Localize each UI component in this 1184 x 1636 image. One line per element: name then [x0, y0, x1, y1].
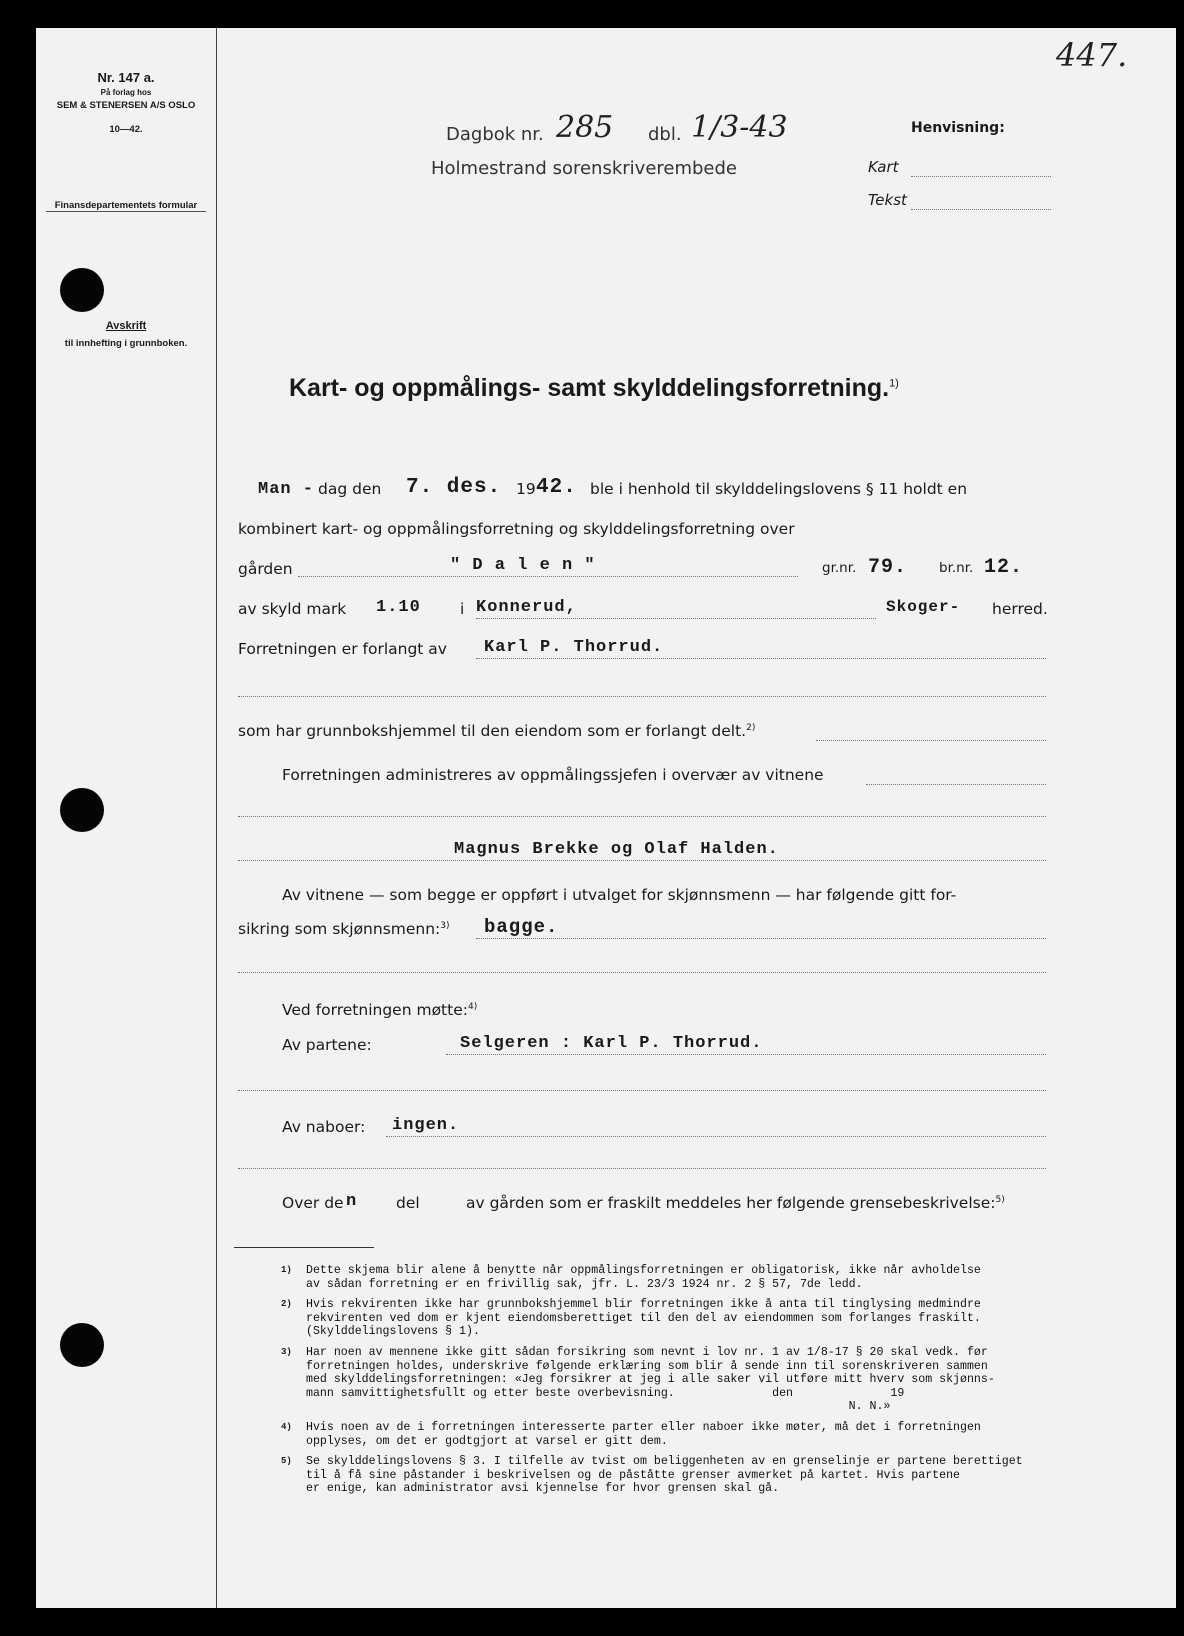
dbl-label: dbl.: [648, 124, 682, 145]
vitner-value: bagge.: [484, 916, 559, 938]
kart-label: Kart: [868, 158, 899, 176]
administrert-dotline: [866, 784, 1046, 785]
blank-line: [238, 1168, 1046, 1169]
skyld-value: 1.10: [376, 598, 421, 617]
line2: kombinert kart- og oppmålingsforretning og skylddelingsforretning over: [238, 520, 795, 538]
footnote-number: 2): [281, 1299, 292, 1309]
year-prefix: 19: [516, 480, 536, 498]
partene-dotline: [446, 1054, 1046, 1055]
garden-label: gården: [238, 560, 293, 578]
publisher-line1: På forlag hos: [100, 88, 152, 97]
footnote-text: Har noen av mennene ikke gitt sådan forsikring som nevnt i lov nr. 1 av 1/8-17 § 20 skal vedk. før forretningen holdes, underskrive følgende erklæring som blir å sende inn til sorenskriveren sammen med skylddelingsforretningen: «Jeg forsikrer at jeg i alle saker vil utføre mitt hverv som skjønns- mann samvittighetsfullt og etter beste overbevisning. den 19 N. N.»: [306, 1346, 995, 1414]
date-value: 7. des.: [406, 476, 502, 499]
document-page: [36, 28, 1176, 1608]
location-line: [476, 618, 876, 619]
tekst-label: Tekst: [868, 191, 907, 209]
footnote-number: 3): [281, 1347, 292, 1357]
page-title: [289, 374, 899, 403]
tekst-line: [911, 209, 1051, 210]
publisher-line2: SEM & STENERSEN A/S OSLO: [56, 100, 196, 111]
title-sup: 1): [889, 377, 899, 390]
brnr-value: 12.: [984, 556, 1024, 579]
partene-label: Av partene:: [282, 1036, 372, 1054]
punch-hole: [60, 788, 104, 832]
copy-label: Avskrift: [105, 320, 147, 332]
footnote-number: 5): [281, 1456, 292, 1466]
footnote-text: Dette skjema blir alene å benytte når oppmålingsforretningen er obligatorisk, ikke når avholdelse av sådan forretning er en frivillig sak, jfr. L. 23/3 1924 nr. 2 § 57, 7de ledd.: [306, 1264, 981, 1291]
line1-rest: ble i henhold til skylddelingslovens § 11 holdt en: [590, 480, 968, 498]
mote-label: Ved forretningen møtte:: [282, 1001, 468, 1019]
footnote-text: Hvis noen av de i forretningen interesserte parter eller naboer ikke møter, må det i forretningen opplyses, om det er godtgjort at varsel er gitt dem.: [306, 1421, 981, 1448]
vitner-line2: [238, 920, 450, 938]
title-text: Kart- og oppmålings- samt skylddelingsforretning.: [289, 374, 890, 402]
naboer-dotline: [386, 1136, 1046, 1137]
witnesses-value: Magnus Brekke og Olaf Halden.: [454, 840, 779, 859]
henvisning-label: Henvisning:: [911, 120, 1005, 136]
form-number: Nr. 147 a.: [97, 70, 155, 85]
mote-sup: 4): [467, 1001, 478, 1012]
blank-line: [238, 972, 1046, 973]
binding-note: til innhefting i grunnboken.: [64, 338, 188, 349]
year-value: 42.: [536, 476, 577, 499]
footnote-text: Se skylddelingslovens § 3. I tilfelle av tvist om beliggenheten av en grenselinje er partene berettiget til å få sine påstander i beskrivelsen og de påståtte grenser avmerket på kartet. Hvis partene er enige, kan administrator avsi kjennelse for hvor grensen skal gå.: [306, 1455, 1023, 1496]
witnesses-line: [238, 860, 1046, 861]
naboer-label: Av naboer:: [282, 1118, 366, 1136]
requested-label: Forretningen er forlangt av: [238, 640, 447, 658]
day-suffix: dag den: [318, 480, 382, 498]
naboer-value: ingen.: [392, 1116, 460, 1135]
vitner-dotline: [476, 938, 1046, 939]
footnote-separator: [234, 1247, 374, 1248]
blank-line: [238, 816, 1046, 817]
blank-line: [238, 1090, 1046, 1091]
page-number: 447.: [1056, 36, 1128, 74]
vitner-prefix: sikring som skjønnsmenn:: [238, 920, 441, 938]
left-margin: [36, 28, 217, 1608]
herred-label: herred.: [992, 600, 1048, 618]
ministry-form: Finansdepartementets formular: [54, 200, 198, 211]
hjemmel-line: [238, 722, 755, 740]
location-value: Konnerud,: [476, 598, 577, 617]
grnr-value: 79.: [868, 556, 908, 579]
hjemmel-text: som har grunnbokshjemmel til den eiendom som er forlangt delt.: [238, 722, 747, 740]
vitner-sup: 3): [440, 920, 450, 931]
mote-line: [282, 1001, 477, 1019]
office-name: Holmestrand sorenskriverembede: [431, 158, 737, 179]
skyld-label: av skyld mark: [238, 600, 347, 618]
requested-line: [476, 658, 1046, 659]
garden-name: " D a l e n ": [450, 556, 596, 575]
date-code: 10—42.: [109, 124, 143, 135]
divider: [46, 211, 206, 212]
over-rest: av gården som er fraskilt meddeles her følgende grensebeskrivelse:: [466, 1194, 996, 1212]
dagbok-label: Dagbok nr.: [446, 124, 544, 145]
over-typed: n: [346, 1192, 358, 1211]
over-del: del: [396, 1194, 420, 1212]
vitner-line1: Av vitnene — som begge er oppført i utvalget for skjønnsmenn — har følgende gitt for-: [282, 886, 957, 904]
kart-line: [911, 176, 1051, 177]
punch-hole: [60, 1323, 104, 1367]
partene-value: Selgeren : Karl P. Thorrud.: [460, 1034, 763, 1053]
over-prefix: Over de: [282, 1194, 344, 1212]
hjemmel-sup: 2): [746, 722, 756, 733]
hjemmel-dotline: [816, 740, 1046, 741]
garden-line: [298, 576, 798, 577]
administrert-line: Forretningen administreres av oppmålingssjefen i overvær av vitnene: [282, 766, 824, 784]
grnr-label: gr.nr.: [822, 560, 857, 576]
punch-hole: [60, 268, 104, 312]
footnote-text: Hvis rekvirenten ikke har grunnbokshjemmel blir forretningen ikke å anta til tinglysing medmindre rekvirenten ved dom er kjent eiendomsberettiget til den del av eiendommen som forlanges fraskilt. (Skylddelingslovens § 1).: [306, 1298, 981, 1339]
over-sup: 5): [995, 1194, 1005, 1205]
dbl-date: 1/3-43: [691, 110, 788, 145]
dagbok-number: 285: [556, 110, 614, 145]
over-rest-line: [466, 1194, 1005, 1212]
i-label: i: [460, 600, 465, 618]
day-value: Man -: [258, 480, 315, 499]
brnr-label: br.nr.: [939, 560, 974, 576]
herred-name: Skoger-: [886, 598, 961, 616]
requested-by: Karl P. Thorrud.: [484, 638, 664, 657]
footnote-number: 1): [281, 1265, 292, 1275]
blank-line: [238, 696, 1046, 697]
footnote-number: 4): [281, 1422, 292, 1432]
